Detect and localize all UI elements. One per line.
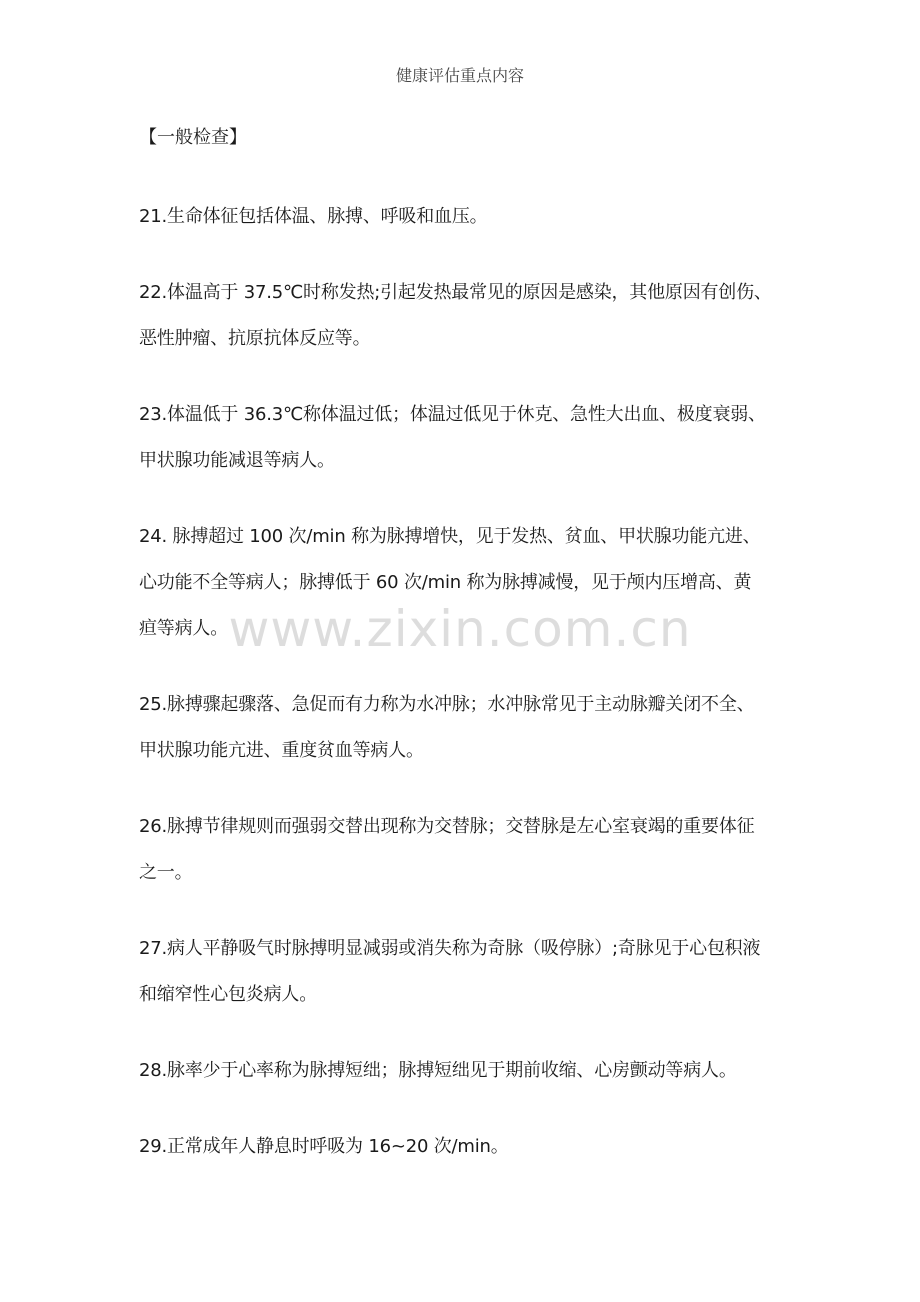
paragraph-line: 疸等病人。 [139, 618, 228, 639]
running-header: 健康评估重点内容 [395, 66, 524, 85]
paragraph-line: 21.生命体征包括体温、脉搏、呼吸和血压。 [139, 206, 488, 227]
paragraph-27 [139, 926, 789, 1018]
paragraph-29 [139, 1124, 789, 1170]
paragraph-line: 之一。 [139, 862, 193, 883]
paragraph-line: 心功能不全等病人；脉搏低于 60 次/min 称为脉搏减慢，见于颅内压增高、黄 [139, 572, 752, 593]
section-heading: 【一般检查】 [139, 127, 247, 148]
paragraph-line: 24. 脉搏超过 100 次/min 称为脉搏增快，见于发热、贫血、甲状腺功能亢进、 [139, 526, 761, 547]
watermark: www.zixin.com.cn [228, 600, 692, 658]
paragraph-23 [139, 392, 789, 484]
paragraph-line: 和缩窄性心包炎病人。 [139, 984, 317, 1005]
paragraph-22 [139, 270, 789, 362]
paragraph-line: 甲状腺功能减退等病人。 [139, 450, 335, 471]
paragraph-line: 甲状腺功能亢进、重度贫血等病人。 [139, 740, 424, 761]
paragraph-line: 26.脉搏节律规则而强弱交替出现称为交替脉；交替脉是左心室衰竭的重要体征 [139, 816, 755, 837]
paragraph-line: 25.脉搏骤起骤落、急促而有力称为水冲脉；水冲脉常见于主动脉瓣关闭不全、 [139, 694, 755, 715]
paragraph-line: 29.正常成年人静息时呼吸为 16~20 次/min。 [139, 1136, 509, 1157]
paragraph-line: 22.体温高于 37.5℃时称发热;引起发热最常见的原因是感染，其他原因有创伤、 [139, 282, 772, 303]
paragraph-24 [139, 514, 789, 652]
paragraph-25 [139, 682, 789, 774]
paragraph-26 [139, 804, 789, 896]
paragraph-line: 28.脉率少于心率称为脉搏短绌；脉搏短绌见于期前收缩、心房颤动等病人。 [139, 1060, 737, 1081]
paragraph-line: 23.体温低于 36.3℃称体温过低；体温过低见于休克、急性大出血、极度衰弱、 [139, 404, 766, 425]
paragraph-28 [139, 1048, 789, 1094]
paragraph-21 [139, 194, 789, 240]
document-body [139, 122, 789, 1200]
paragraph-line: 27.病人平静吸气时脉搏明显减弱或消失称为奇脉（吸停脉）;奇脉见于心包积液 [139, 938, 761, 959]
paragraph-line: 恶性肿瘤、抗原抗体反应等。 [139, 328, 371, 349]
